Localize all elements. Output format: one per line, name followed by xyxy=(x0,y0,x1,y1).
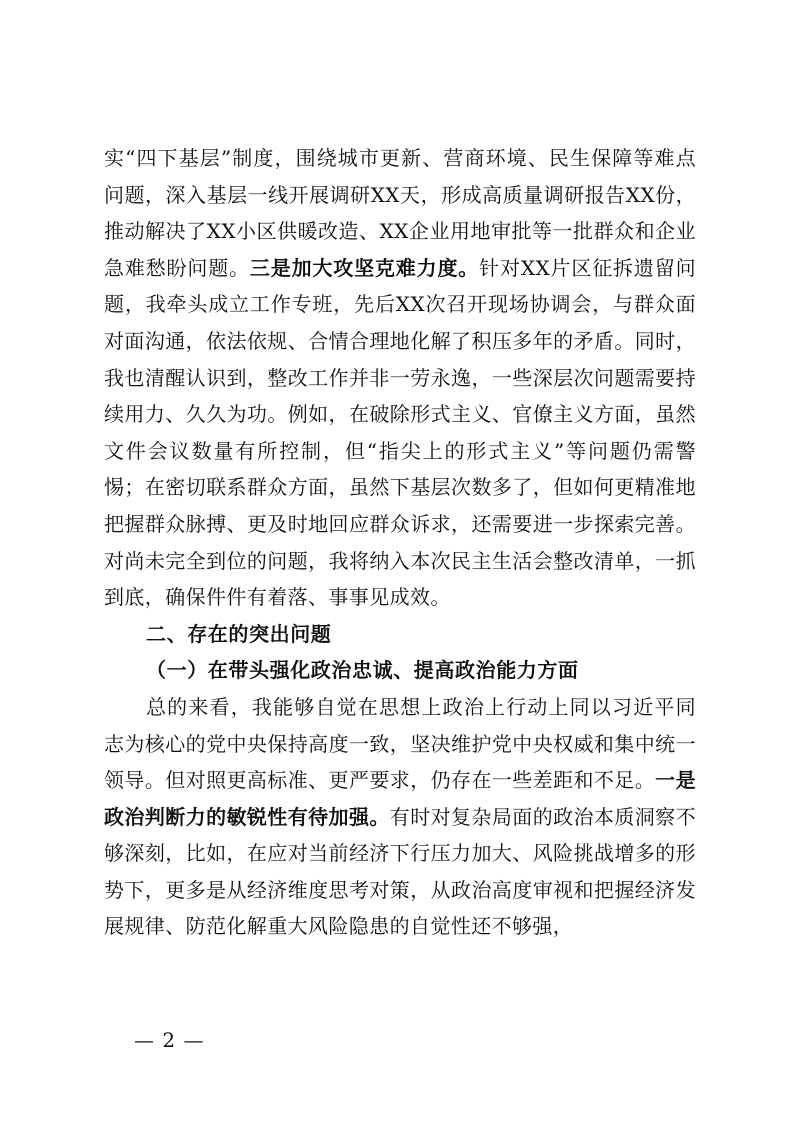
paragraph-text: 总的来看，我能够自觉在思想上政治上行动上同以习近平同志为核心的党中央保持高度一致，坚决维护党中央权威和集中统一领导。但对照更高标准、更严要求，仍存在一些差距和不足。 xyxy=(104,694,696,793)
document-body xyxy=(104,140,696,945)
paragraph-continued xyxy=(104,140,696,616)
section-heading: 二、存在的突出问题 xyxy=(146,621,332,646)
page-number: — 2 — xyxy=(134,1028,205,1052)
paragraph-text: 针对XX片区征拆遗留问题，我牵头成立工作专班，先后XX次召开现场协调会，与群众面对面沟通，依法依规、合情合理地化解了积压多年的矛盾。同时，我也清醒认识到，整改工作并非一劳永逸，一些深层次问题需要持续用力、久久为功。例如，在破除形式主义、官僚主义方面，虽然文件会议数量有所控制，但“指尖上的形式主义”等问题仍需警惕；在密切联系群众方面，虽然下基层次数多了，但如何更精准地把握群众脉搏、更及时地回应群众诉求，还需要进一步探索完善。对尚未完全到位的问题，我将纳入本次民主生活会整改清单，一抓到底，确保件件有着落、事事见成效。 xyxy=(104,255,696,610)
emphasis-text: 一是政治判断力的敏锐性有待加强。 xyxy=(104,768,696,829)
emphasis-text: 三是加大攻坚克难力度。 xyxy=(249,255,480,280)
paragraph-text: 有时对复杂局面的政治本质洞察不够深刻，比如，在应对当前经济下行压力加大、风险挑战增多的形势下，更多是从经济维度思考对策，从政治高度审视和把握经济发展规律、防范化解重大风险隐患的自觉性还不够强， xyxy=(104,804,696,939)
paragraph xyxy=(104,689,696,945)
subsection-heading: （一）在带头强化政治忠诚、提高政治能力方面 xyxy=(146,658,579,683)
paragraph-text: 实“四下基层”制度，围绕城市更新、营商环境、民生保障等难点问题，深入基层一线开展调研XX天，形成高质量调研报告XX份，推动解决了XX小区供暖改造、XX企业用地审批等一批群众和企业急难愁盼问题。 xyxy=(104,146,696,280)
